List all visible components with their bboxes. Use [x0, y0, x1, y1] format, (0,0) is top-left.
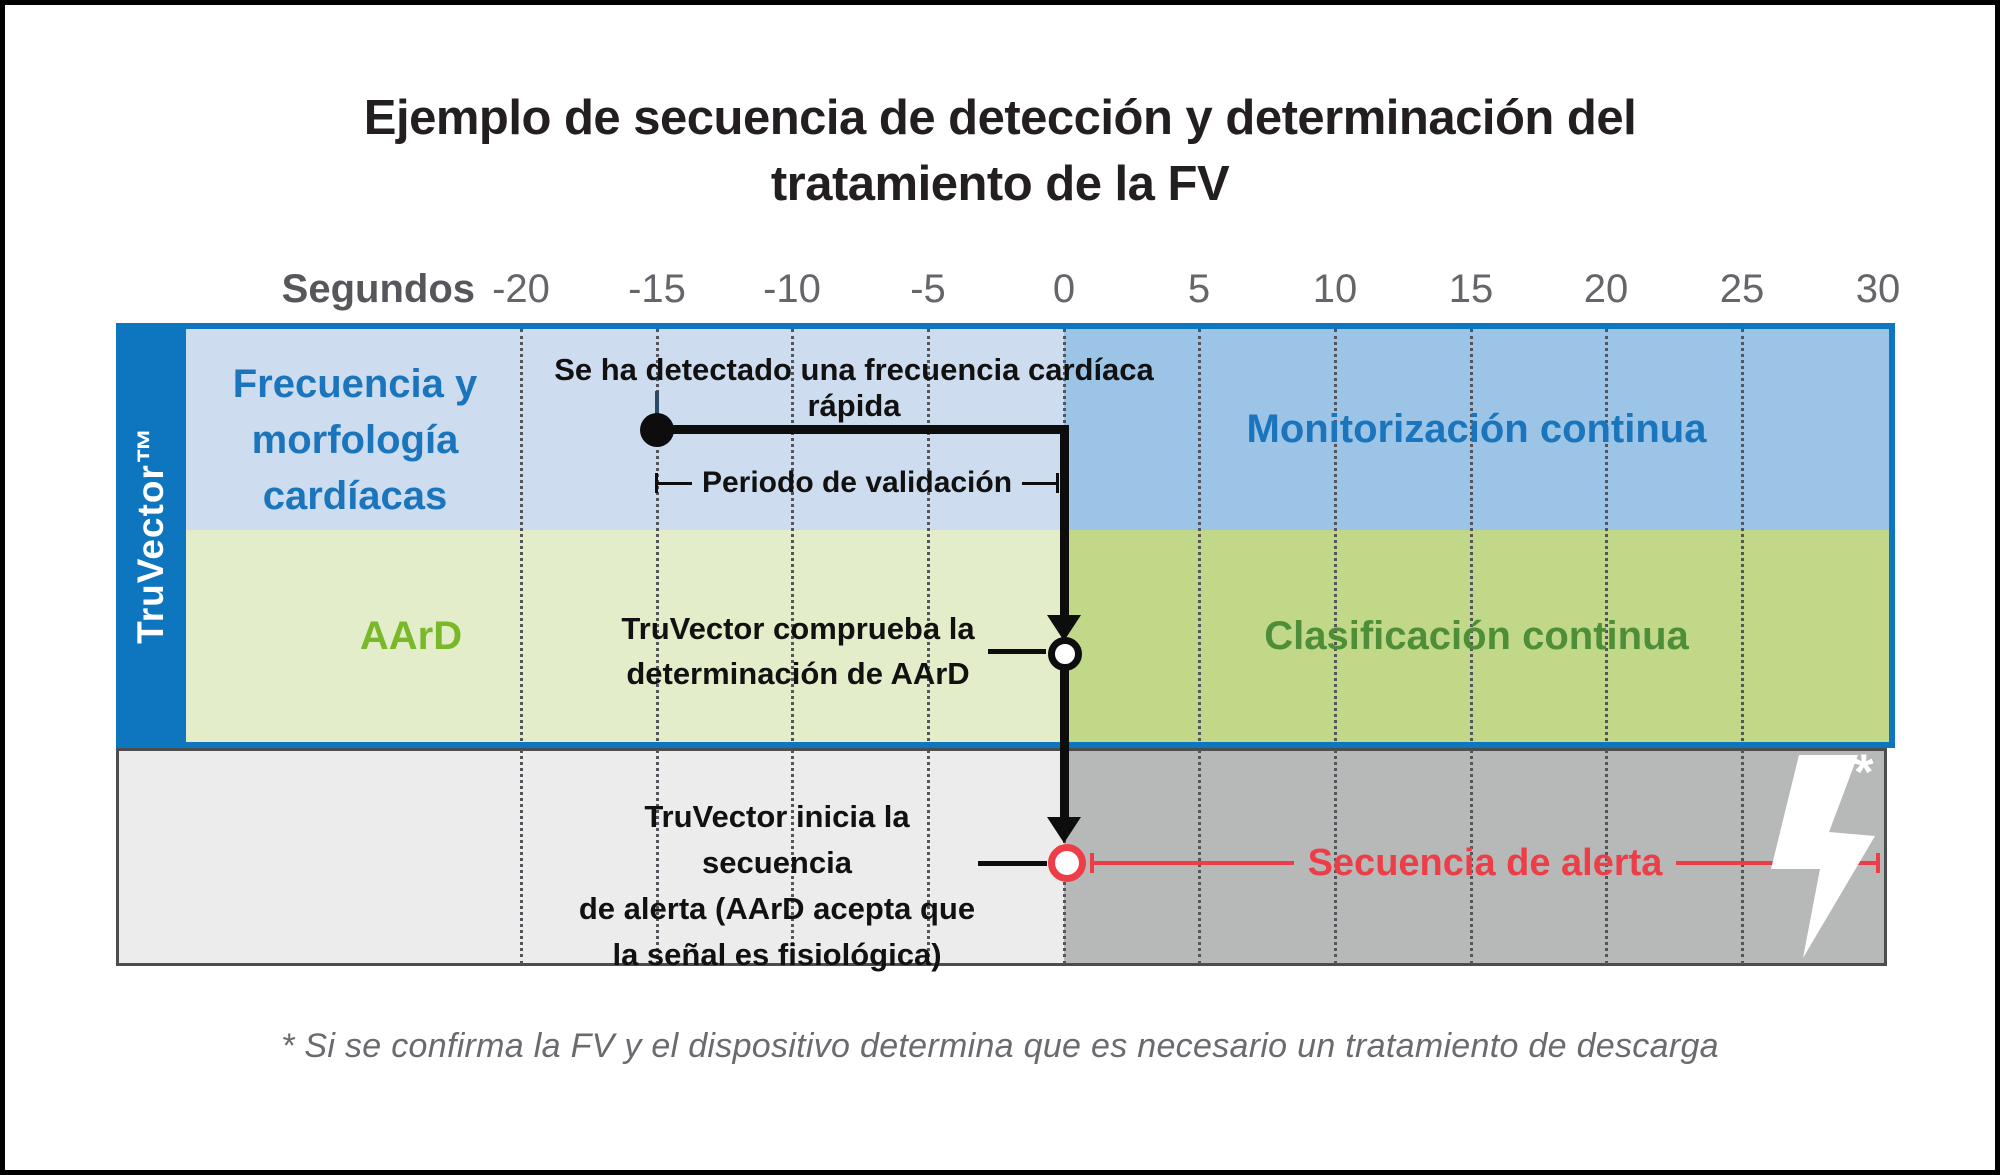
alert-start-note-line: la señal es fisiológica) — [612, 937, 942, 972]
axis-tick: 30 — [1855, 267, 1901, 311]
axis-tick: 0 — [1052, 267, 1076, 311]
heart-row-label-line: cardíacas — [262, 474, 448, 518]
aard-check-note-line: TruVector comprueba la — [621, 611, 975, 646]
continuous-classification-label: Clasificación continua — [1264, 613, 1689, 658]
heart-row-label — [165, 356, 545, 524]
alert-start-note — [577, 794, 977, 978]
aard-row-label: AArD — [359, 613, 463, 658]
aard-check-note-line: determinación de AArD — [626, 656, 970, 691]
alert-sequence-bracket — [1090, 841, 1880, 884]
page-title — [5, 85, 1995, 217]
alert-start-note-line: TruVector inicia la secuencia — [644, 799, 910, 880]
axis-tick: 5 — [1187, 267, 1211, 311]
page-title-line1: Ejemplo de secuencia de detección y determinación del — [363, 91, 1637, 145]
alert-note-connector — [978, 861, 1047, 866]
axis-label-seconds: Segundos — [281, 267, 475, 311]
heart-row-label-line: Frecuencia y — [232, 362, 478, 406]
heart-row-label-line: morfología — [251, 418, 459, 462]
validation-period-bracket — [655, 465, 1059, 501]
alert-sequence-label: Secuencia de alerta — [1307, 841, 1663, 884]
asterisk-marker: * — [1854, 744, 1874, 800]
axis-tick: -5 — [910, 267, 946, 311]
axis-tick: 20 — [1583, 267, 1629, 311]
aard-check-note — [598, 606, 998, 696]
continuous-monitoring-label: Monitorización continua — [1246, 407, 1707, 451]
fast-rate-detected-text: Se ha detectado una frecuencia cardíaca rápida — [554, 352, 1154, 423]
axis-tick: 10 — [1312, 267, 1358, 311]
validation-period-line — [654, 425, 1069, 434]
bracket-line — [658, 482, 692, 485]
axis-tick: -15 — [628, 267, 686, 311]
axis-tick: -10 — [763, 267, 821, 311]
axis-tick: 25 — [1719, 267, 1765, 311]
alert-sequence-line — [1094, 861, 1294, 865]
page-title-line2: tratamiento de la FV — [770, 157, 1230, 211]
footnote: * Si se confirma la FV y el dispositivo determina que es necesario un tratamiento de descarga — [281, 1027, 1719, 1065]
arrow-down-icon — [1047, 817, 1081, 843]
truvector-sidebar-label: TruVector™ — [130, 426, 171, 644]
axis-tick: 15 — [1448, 267, 1494, 311]
axis-tick: -20 — [492, 267, 550, 311]
alert-start-circle-marker — [1048, 844, 1086, 882]
bracket-line — [1022, 482, 1056, 485]
validation-period-label: Periodo de validación — [701, 466, 1013, 499]
alert-start-note-line: de alerta (AArD acepta que — [578, 891, 976, 926]
bracket-end-tick — [1056, 473, 1059, 493]
